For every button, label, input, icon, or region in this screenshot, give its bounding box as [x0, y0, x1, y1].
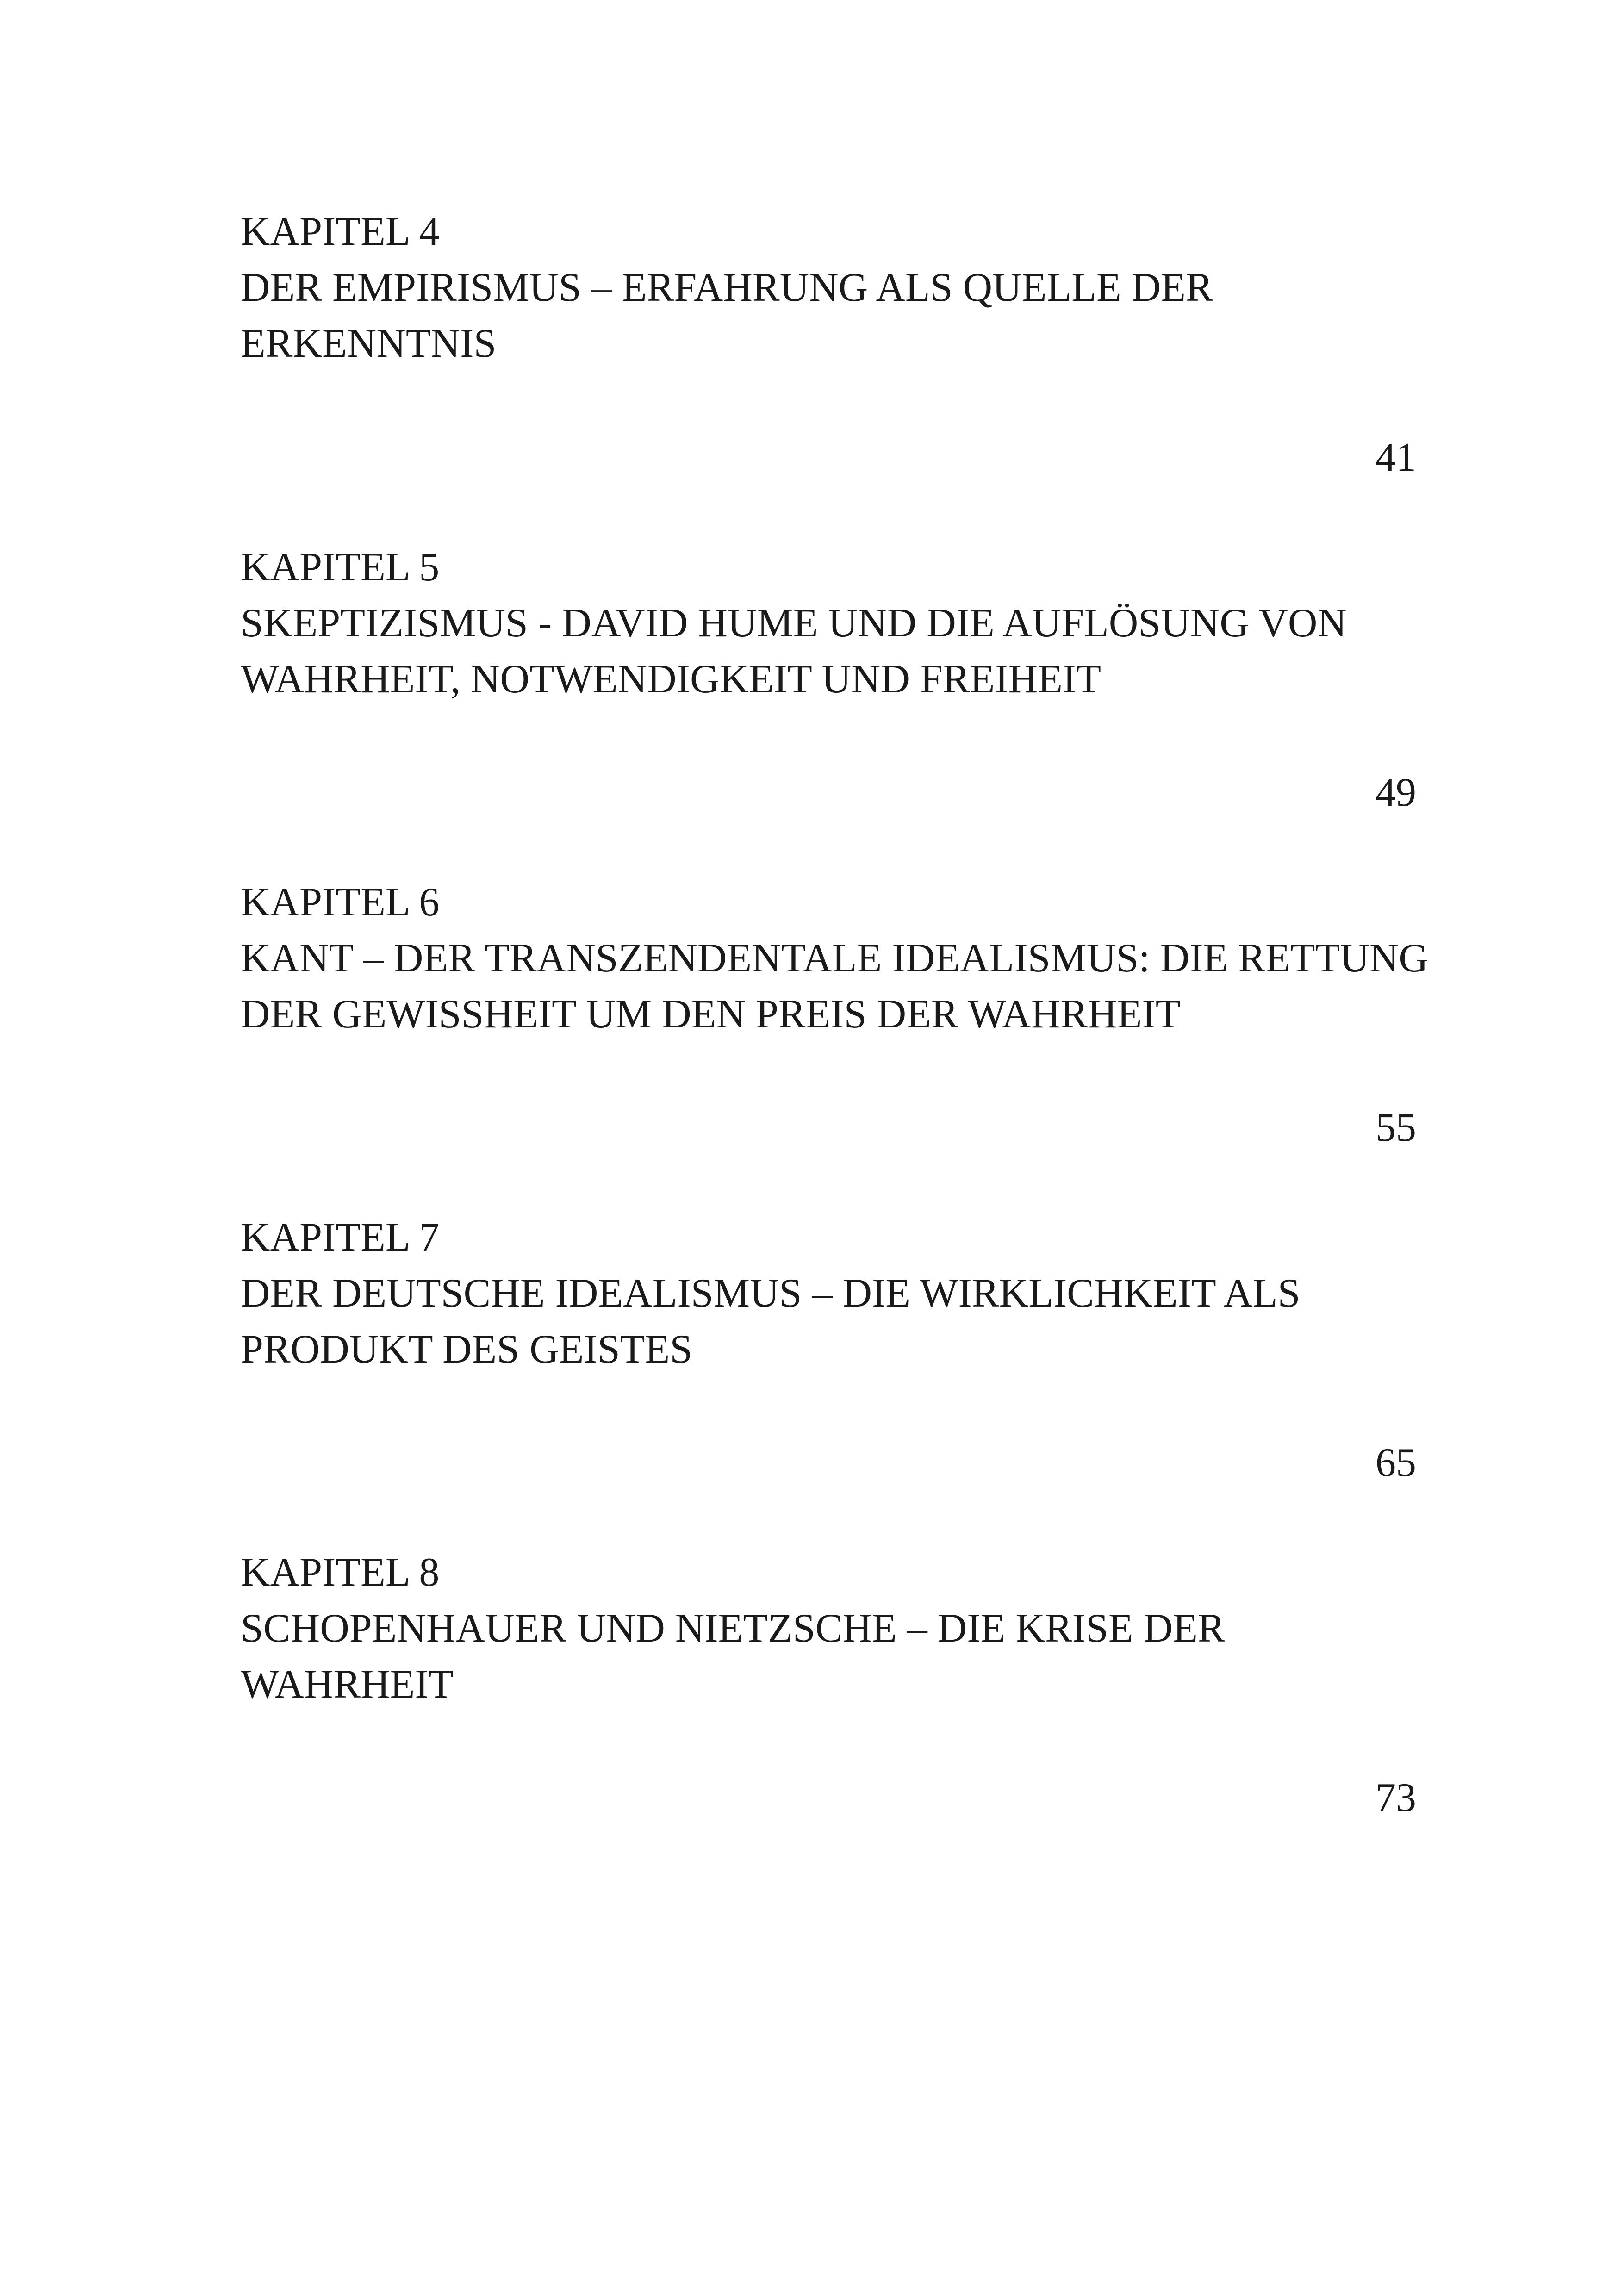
chapter-label: KAPITEL 6: [241, 880, 440, 925]
chapter-title-line: WAHRHEIT, NOTWENDIGKEIT UND FREIHEIT: [241, 657, 1101, 702]
page-number[interactable]: 65: [1375, 1440, 1416, 1485]
chapter-label: KAPITEL 8: [241, 1550, 440, 1595]
chapter-title-line: KANT – DER TRANSZENDENTALE IDEALISMUS: DIE RETTUNG: [241, 936, 1428, 981]
chapter-title-line: DER DEUTSCHE IDEALISMUS – DIE WIRKLICHKEIT ALS: [241, 1271, 1301, 1316]
chapter-title-line: SCHOPENHAUER UND NIETZSCHE – DIE KRISE DER: [241, 1606, 1225, 1651]
chapter-label: KAPITEL 5: [241, 545, 440, 590]
page-number[interactable]: 41: [1375, 435, 1416, 480]
chapter-label: KAPITEL 4: [241, 209, 440, 254]
toc-entry-chapter-8[interactable]: [241, 1544, 1416, 1712]
toc-entry-chapter-5[interactable]: [241, 539, 1416, 707]
chapter-title-line: ERKENNTNIS: [241, 321, 497, 366]
toc-entry-chapter-6[interactable]: [241, 874, 1428, 1042]
chapter-title-line: SKEPTIZISMUS - DAVID HUME UND DIE AUFLÖSUNG VON: [241, 601, 1347, 646]
chapter-title-line: DER GEWISSHEIT UM DEN PREIS DER WAHRHEIT: [241, 992, 1181, 1037]
toc-entry-chapter-7[interactable]: [241, 1209, 1416, 1377]
chapter-title-line: DER EMPIRISMUS – ERFAHRUNG ALS QUELLE DER: [241, 265, 1213, 310]
page-number[interactable]: 55: [1375, 1105, 1416, 1150]
chapter-title-line: PRODUKT DES GEISTES: [241, 1327, 693, 1372]
chapter-label: KAPITEL 7: [241, 1215, 440, 1260]
page-number[interactable]: 73: [1375, 1775, 1416, 1820]
page-number[interactable]: 49: [1375, 770, 1416, 815]
toc-entry-chapter-4[interactable]: [241, 204, 1416, 372]
chapter-title-line: WAHRHEIT: [241, 1662, 454, 1707]
